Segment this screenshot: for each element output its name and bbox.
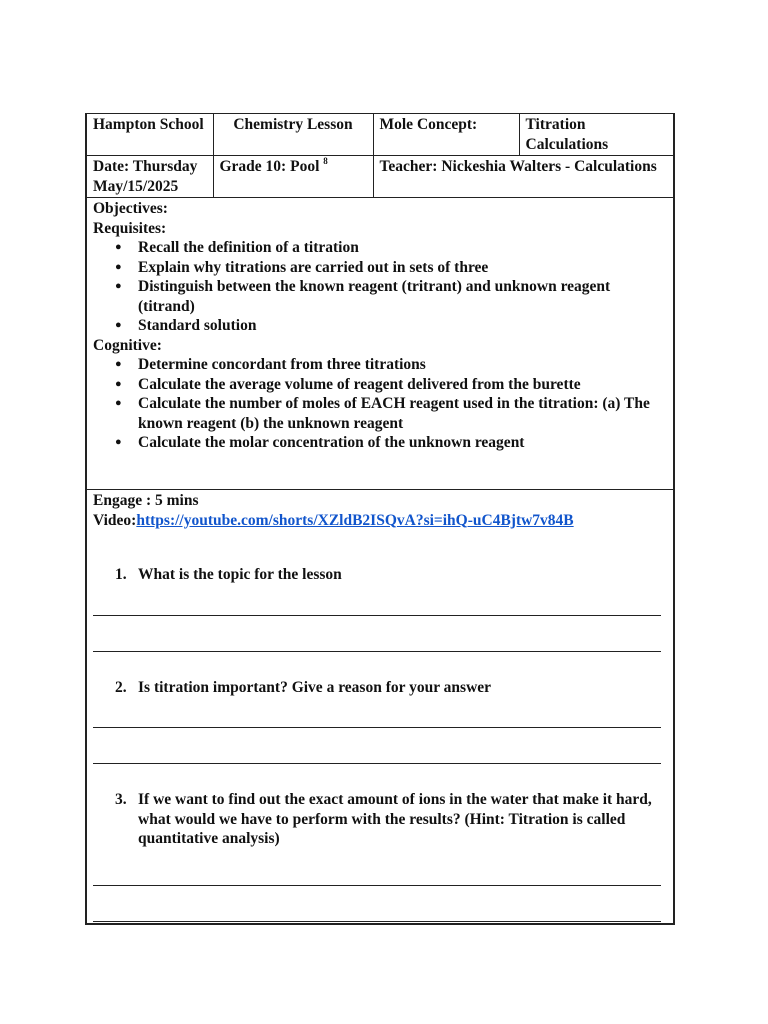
answer-line[interactable] <box>93 921 661 922</box>
grade-label: Grade 10: Pool <box>219 158 320 175</box>
question-text: If we want to find out the exact amount of ions in the water that make it hard, what would we have to perform with the results? (Hint: Titration is called quantitative analysis) <box>138 791 652 847</box>
grade-cell <box>213 156 373 198</box>
question-item <box>115 678 667 698</box>
date-cell <box>86 156 213 198</box>
engage-title: Engage : 5 mins <box>93 492 199 509</box>
list-item: ● Explain why titrations are carried out in sets of three <box>138 258 667 278</box>
lesson-plan-table <box>85 113 675 925</box>
topic-value: Titration Calculations <box>525 116 609 153</box>
question-number: 3. <box>115 791 127 808</box>
question-number: 1. <box>115 566 127 583</box>
video-link[interactable]: https://youtube.com/shorts/XZldB2ISQvA?si=ihQ-uC4Bjtw7v84B <box>136 511 574 529</box>
list-item: ● Determine concordant from three titrations <box>138 355 667 375</box>
cognitive-title: Cognitive: <box>93 336 162 354</box>
objectives-title: Objectives: <box>93 200 168 217</box>
topic-label: Mole Concept: <box>379 116 478 133</box>
objectives-row <box>86 198 674 490</box>
list-item: ● Calculate the number of moles of EACH reagent used in the titration: (a) The known reagent (b) the unknown reagent <box>138 394 667 433</box>
header-row-2 <box>86 156 674 198</box>
header-row-1 <box>86 114 674 156</box>
video-line <box>93 511 667 531</box>
question-list <box>93 678 667 698</box>
question-item <box>115 565 667 585</box>
requisites-title: Requisites: <box>93 219 167 237</box>
list-item: ● Recall the definition of a titration <box>138 238 667 258</box>
list-item: ● Standard solution <box>138 316 667 336</box>
video-label: Video: <box>93 511 137 529</box>
requisites-list <box>93 238 667 336</box>
subject-cell <box>213 114 373 156</box>
list-item: ● Calculate the molar concentration of the unknown reagent <box>138 433 667 453</box>
topic-value-cell <box>519 114 674 156</box>
subject-label: Chemistry Lesson <box>233 116 353 133</box>
question-item <box>115 790 667 849</box>
engage-row <box>86 490 674 924</box>
question-number: 2. <box>115 678 127 696</box>
question-text: Is titration important? Give a reason for your answer <box>138 678 492 696</box>
list-item: ● Calculate the average volume of reagent delivered from the burette <box>138 375 667 395</box>
teacher-name: Teacher: Nickeshia Walters - Calculations <box>379 158 657 175</box>
school-cell <box>86 114 213 156</box>
list-item: ● Distinguish between the known reagent (tritrant) and unknown reagent (titrand) <box>138 277 667 316</box>
lesson-date: Date: Thursday May/15/2025 <box>93 158 198 195</box>
topic-label-cell <box>373 114 519 156</box>
teacher-cell <box>373 156 674 198</box>
school-name: Hampton School <box>93 116 204 133</box>
objectives-cell <box>86 198 674 490</box>
engage-cell <box>86 490 674 924</box>
question-list <box>93 790 667 849</box>
grade-superscript: 8 <box>323 155 328 166</box>
cognitive-list <box>93 355 667 453</box>
question-text: What is the topic for the lesson <box>138 566 342 583</box>
question-list <box>93 565 667 585</box>
